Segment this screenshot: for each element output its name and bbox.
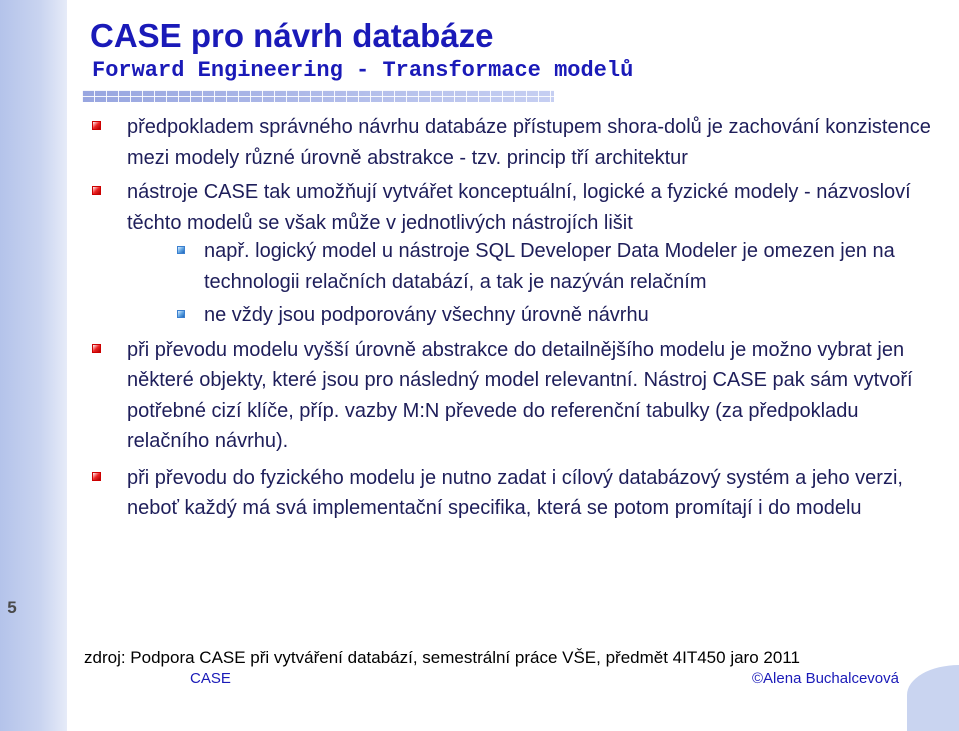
source-citation: zdroj: Podpora CASE při vytváření databází, semestrální práce VŠE, předmět 4IT450 jaro 2011 [84, 648, 800, 667]
bullet-text: nástroje CASE tak umožňují vytvářet konceptuální, logické a fyzické modely - názvosloví těchto modelů se však může v jednotlivých nástrojích lišit [127, 181, 911, 234]
slide-subtitle: Forward Engineering - Transformace modelů [92, 58, 634, 83]
bullet-item [92, 335, 942, 457]
bullet-text: při převodu do fyzického modelu je nutno zadat i cílový databázový systém a jeho verzi, neboť každý má svá implementační specifika, která se potom promítají i do modelu [127, 466, 903, 519]
red-square-bullet-icon [92, 472, 101, 481]
bullet-item [92, 112, 942, 173]
left-sidebar-band [0, 0, 67, 731]
sub-bullet-item [177, 300, 942, 331]
red-square-bullet-icon [92, 344, 101, 353]
bullet-list [92, 112, 942, 528]
footer-left-label: CASE [190, 670, 231, 687]
bullet-item [92, 177, 942, 331]
sub-bullet-text: ne vždy jsou podporovány všechny úrovně návrhu [204, 304, 649, 326]
blue-square-bullet-icon [177, 246, 185, 254]
red-square-bullet-icon [92, 121, 101, 130]
blue-square-bullet-icon [177, 310, 185, 318]
sub-bullet-list [127, 236, 942, 331]
bullet-item [92, 463, 942, 524]
corner-decoration [907, 665, 959, 731]
red-square-bullet-icon [92, 186, 101, 195]
slide-number: 5 [7, 598, 17, 617]
sub-bullet-text: např. logický model u nástroje SQL Developer Data Modeler je omezen jen na technologii relačních databází, a tak je nazýván relačním [204, 240, 895, 293]
bullet-text: při převodu modelu vyšší úrovně abstrakce do detailnějšího modelu je možno vybrat jen některé objekty, které jsou pro následný model relevantní. Nástroj CASE pak sám vytvoří potřebné cizí klíče, příp. vazby M:N převede do referenční tabulky (za předpokladu relačního návrhu). [127, 338, 913, 452]
footer-copyright: ©Alena Buchalcevová [752, 670, 899, 687]
bullet-text: předpokladem správného návrhu databáze přístupem shora-dolů je zachování konzistence mezi modely různé úrovně abstrakce - tzv. princip tří architektur [127, 116, 931, 169]
slide-title: CASE pro návrh databáze [90, 17, 494, 54]
title-divider [82, 90, 554, 102]
sub-bullet-item [177, 236, 942, 297]
